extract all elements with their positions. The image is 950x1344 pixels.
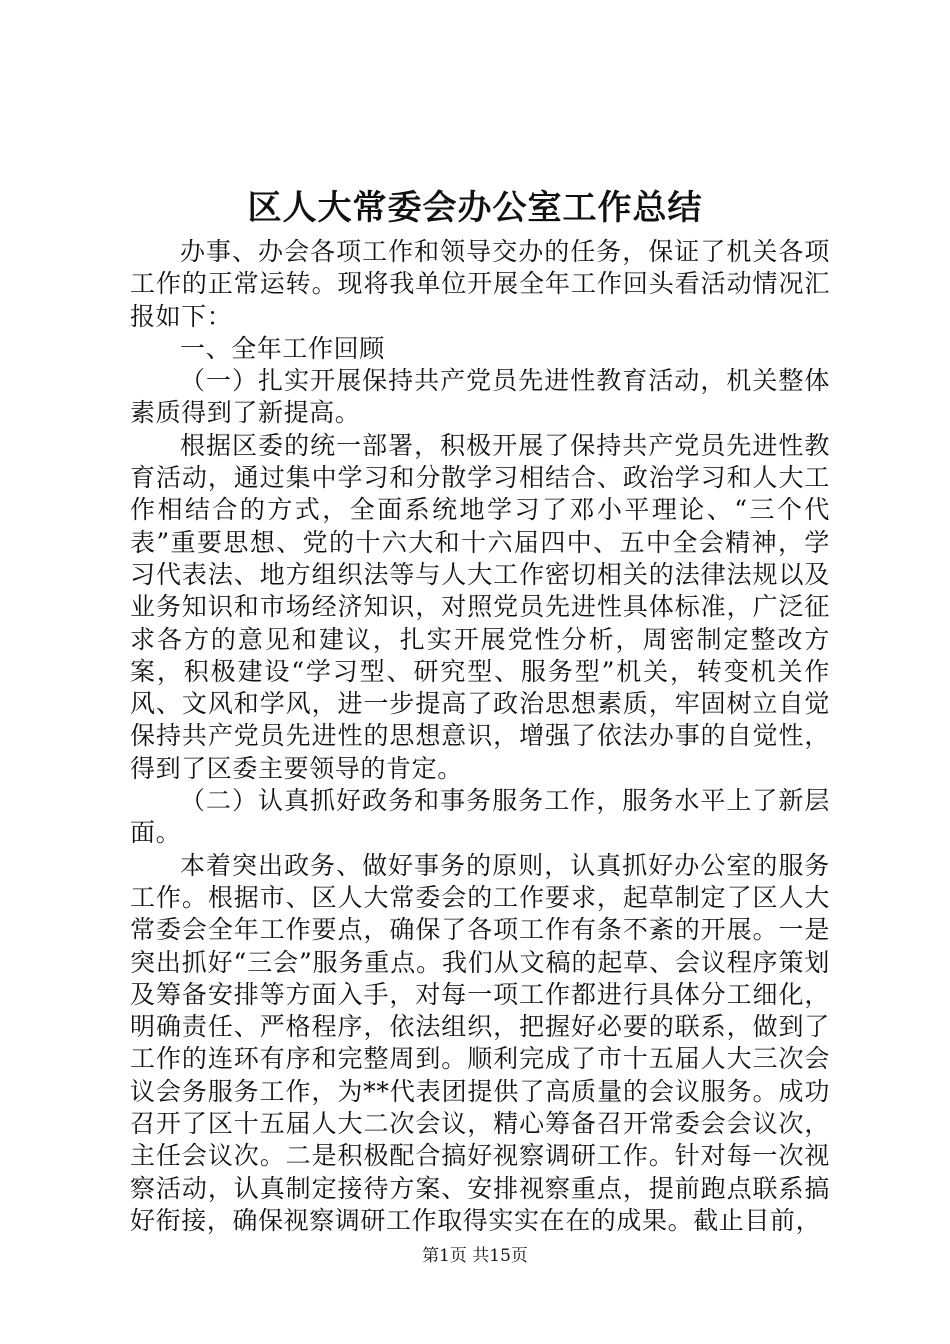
- section-heading: 一、全年工作回顾: [180, 333, 385, 363]
- page-number: 第1页: [422, 1246, 467, 1266]
- paragraph-body-2: 本着突出政务、做好事务的原则，认真抓好办公室的服务工作。根据市、区人大常委会的工作要求，起草制定了区人大常委会全年工作要点，确保了各项工作有条不紊的开展。一是突出抓好“三会”服务重点。我们从文稿的起草、会议程序策划及筹备安排等方面入手，对每一项工作都进行具体分工细化，明确责任、严格程序，依法组织，把握好必要的联系，做到了工作的连环有序和完整周到。顺利完成了市十五届人大三次会议会务服务工作，为**代表团提供了高质量的会议服务。成功召开了区十五届人大二次会议，精心筹备召开常委会会议次，主任会议次。二是积极配合搞好视察调研工作。针对每一次视察活动，认真制定接待方案、安排视察重点，提前跑点联系搞好衔接，确保视察调研工作取得实实在在的成果。截止目前，: [130, 850, 830, 1235]
- page-total: 共15页: [472, 1246, 528, 1266]
- paragraph-intro: 办事、办会各项工作和领导交办的任务，保证了机关各项工作的正常运转。现将我单位开展全年工作回头看活动情况汇报如下：: [130, 237, 830, 331]
- paragraph-body-1: 根据区委的统一部署，积极开展了保持共产党员先进性教育活动，通过集中学习和分散学习相结合、政治学习和人大工作相结合的方式，全面系统地学习了邓小平理论、“三个代表”重要思想、党的十六大和十六届四中、五中全会精神，学习代表法、地方组织法等与人大工作密切相关的法律法规以及业务知识和市场经济知识，对照党员先进性具体标准，广泛征求各方的意见和建议，扎实开展党性分析，周密制定整改方案，积极建设“学习型、研究型、服务型”机关，转变机关作风、文风和学风，进一步提高了政治思想素质，牢固树立自觉保持共产党员先进性的思想意识，增强了依法办事的自觉性，得到了区委主要领导的肯定。: [130, 430, 830, 783]
- subsection-heading-1: （一）扎实开展保持共产党员先进性教育活动，机关整体素质得到了新提高。: [130, 366, 830, 428]
- subsection-heading-2: （二）认真抓好政务和事务服务工作，服务水平上了新层面。: [130, 786, 830, 848]
- page-footer: [0, 1244, 950, 1268]
- document-body: [130, 236, 830, 1237]
- document-title: 区人大常委会办公室工作总结: [247, 188, 703, 228]
